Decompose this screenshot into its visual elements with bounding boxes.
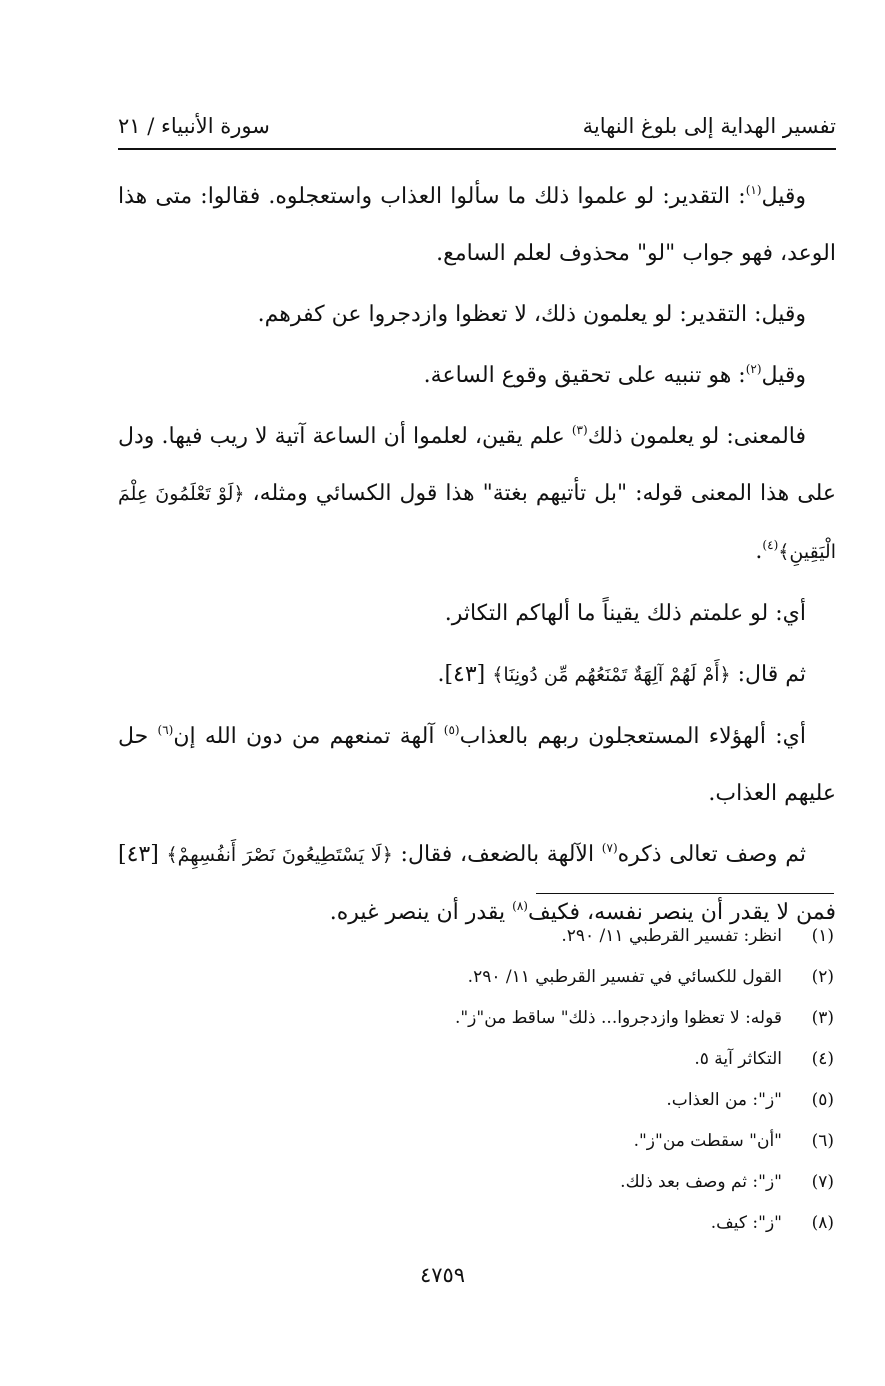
paragraph-5: أي: لو علمتم ذلك يقيناً ما ألهاكم التكاثر.: [444, 601, 806, 626]
paragraph-4: فالمعنى: لو يعلمون ذلك$^{(٣)}$ علم يقين، لعلموا أن الساعة آتية لا ريب فيها. ودل على هذا المعنى قوله: "بل تأتيهم بغتة" هذا قول الكسائي ومثله، ﴿لَوْ تَعْلَمُونَ عِلْمَ الْيَقِينِ﴾$^{(٤)}$.: [118, 423, 836, 564]
footnote-text: التكاثر آية ٥.: [694, 1049, 782, 1069]
footnote-text: "ز": من العذاب.: [666, 1090, 782, 1110]
footnote-ref-8: (٨): [512, 899, 528, 913]
paragraph-7: أي: ألهؤلاء المستعجلون ربهم بالعذاب$^{(٥)}$ آلهة تمنعهم من دون الله إن$^{(٦)}$ حل عليهم العذاب.: [118, 723, 836, 806]
footnote: [300, 957, 834, 998]
footnote-ref-6: (٦): [157, 723, 174, 737]
footnote: [300, 916, 834, 957]
footnote-ref-3: (٣): [571, 423, 588, 437]
book-title: تفسير الهداية إلى بلوغ النهاية: [582, 114, 836, 138]
footnote: [300, 1121, 834, 1162]
paragraph-3: وقيل$^{(٢)}$: هو تنبيه على تحقيق وقوع الساعة.: [423, 362, 806, 388]
footnote-text: "أن" سقطت من"ز".: [633, 1131, 782, 1151]
footnote: [300, 998, 834, 1039]
footnote-number: (٣): [811, 1008, 834, 1028]
footnote-text: "ز": ثم وصف بعد ذلك.: [620, 1172, 782, 1192]
page-header: [118, 108, 836, 148]
main-text: [118, 168, 836, 941]
footnote-number: (٥): [811, 1090, 834, 1110]
footnote-number: (٧): [811, 1172, 834, 1192]
footnotes: [300, 916, 834, 1244]
footnote: [300, 1080, 834, 1121]
footnote: [300, 1203, 834, 1244]
footnote-text: قوله: لا تعظوا وازدجروا... ذلك" ساقط من"ز".: [454, 1008, 782, 1028]
footnote-number: (٦): [811, 1131, 834, 1151]
quran-verse: ﴿أَمْ لَهُمْ آلِهَةٌ تَمْنَعُهُم مِّن دُونِنَا﴾: [492, 664, 731, 686]
paragraph-1: وقيل$^{(١)}$: التقدير: لو علموا ذلك ما سألوا العذاب واستعجلوه. فقالوا: متى هذا الوعد، فهو جواب "لو" محذوف لعلم السامع.: [118, 183, 836, 266]
footnote-number: (٤): [811, 1049, 834, 1069]
paragraph-6: ثم قال: ﴿أَمْ لَهُمْ آلِهَةٌ تَمْنَعُهُم مِّن دُونِنَا﴾ [٤٣].: [437, 662, 806, 687]
footnote-number: (٢): [811, 967, 834, 987]
footnote: [300, 1039, 834, 1080]
footnote-text: انظر: تفسير القرطبي ١١/ ٢٩٠.: [561, 926, 782, 946]
footnote-text: القول للكسائي في تفسير القرطبي ١١/ ٢٩٠.: [467, 967, 782, 987]
footnote-divider: [536, 893, 834, 894]
paragraph-2: وقيل: التقدير: لو يعلمون ذلك، لا تعظوا وازدجروا عن كفرهم.: [257, 302, 806, 327]
quran-verse: ﴿لَا يَسْتَطِيعُونَ نَصْرَ أَنفُسِهِمْ﴾: [166, 844, 393, 866]
footnote-number: (١): [811, 926, 834, 946]
footnote-text: "ز": كيف.: [710, 1213, 782, 1233]
quran-verse: ﴿لَوْ تَعْلَمُونَ عِلْمَ الْيَقِينِ﴾: [118, 483, 836, 563]
footnote-ref-4: (٤): [762, 538, 779, 552]
footnote: [300, 1162, 834, 1203]
footnote-ref-7: (٧): [601, 841, 618, 855]
surah-info: سورة الأنبياء / ٢١: [118, 114, 270, 138]
footnote-number: (٨): [811, 1213, 834, 1233]
paragraph-8: ثم وصف تعالى ذكره$^{(٧)}$ الآلهة بالضعف، فقال: ﴿لَا يَسْتَطِيعُونَ نَصْرَ أَنفُسِهِمْ﴾ [٤٣] فمن لا يقدر أن ينصر نفسه، فكيف$^{(٨)}$ يقدر أن ينصر غيره.: [118, 841, 836, 925]
footnote-ref-2: (٢): [745, 362, 762, 376]
header-divider: [118, 148, 836, 150]
footnote-ref-5: (٥): [443, 723, 460, 737]
page-number: ٤٧٥٩: [419, 1263, 466, 1287]
footnote-ref-1: (١): [745, 183, 762, 197]
